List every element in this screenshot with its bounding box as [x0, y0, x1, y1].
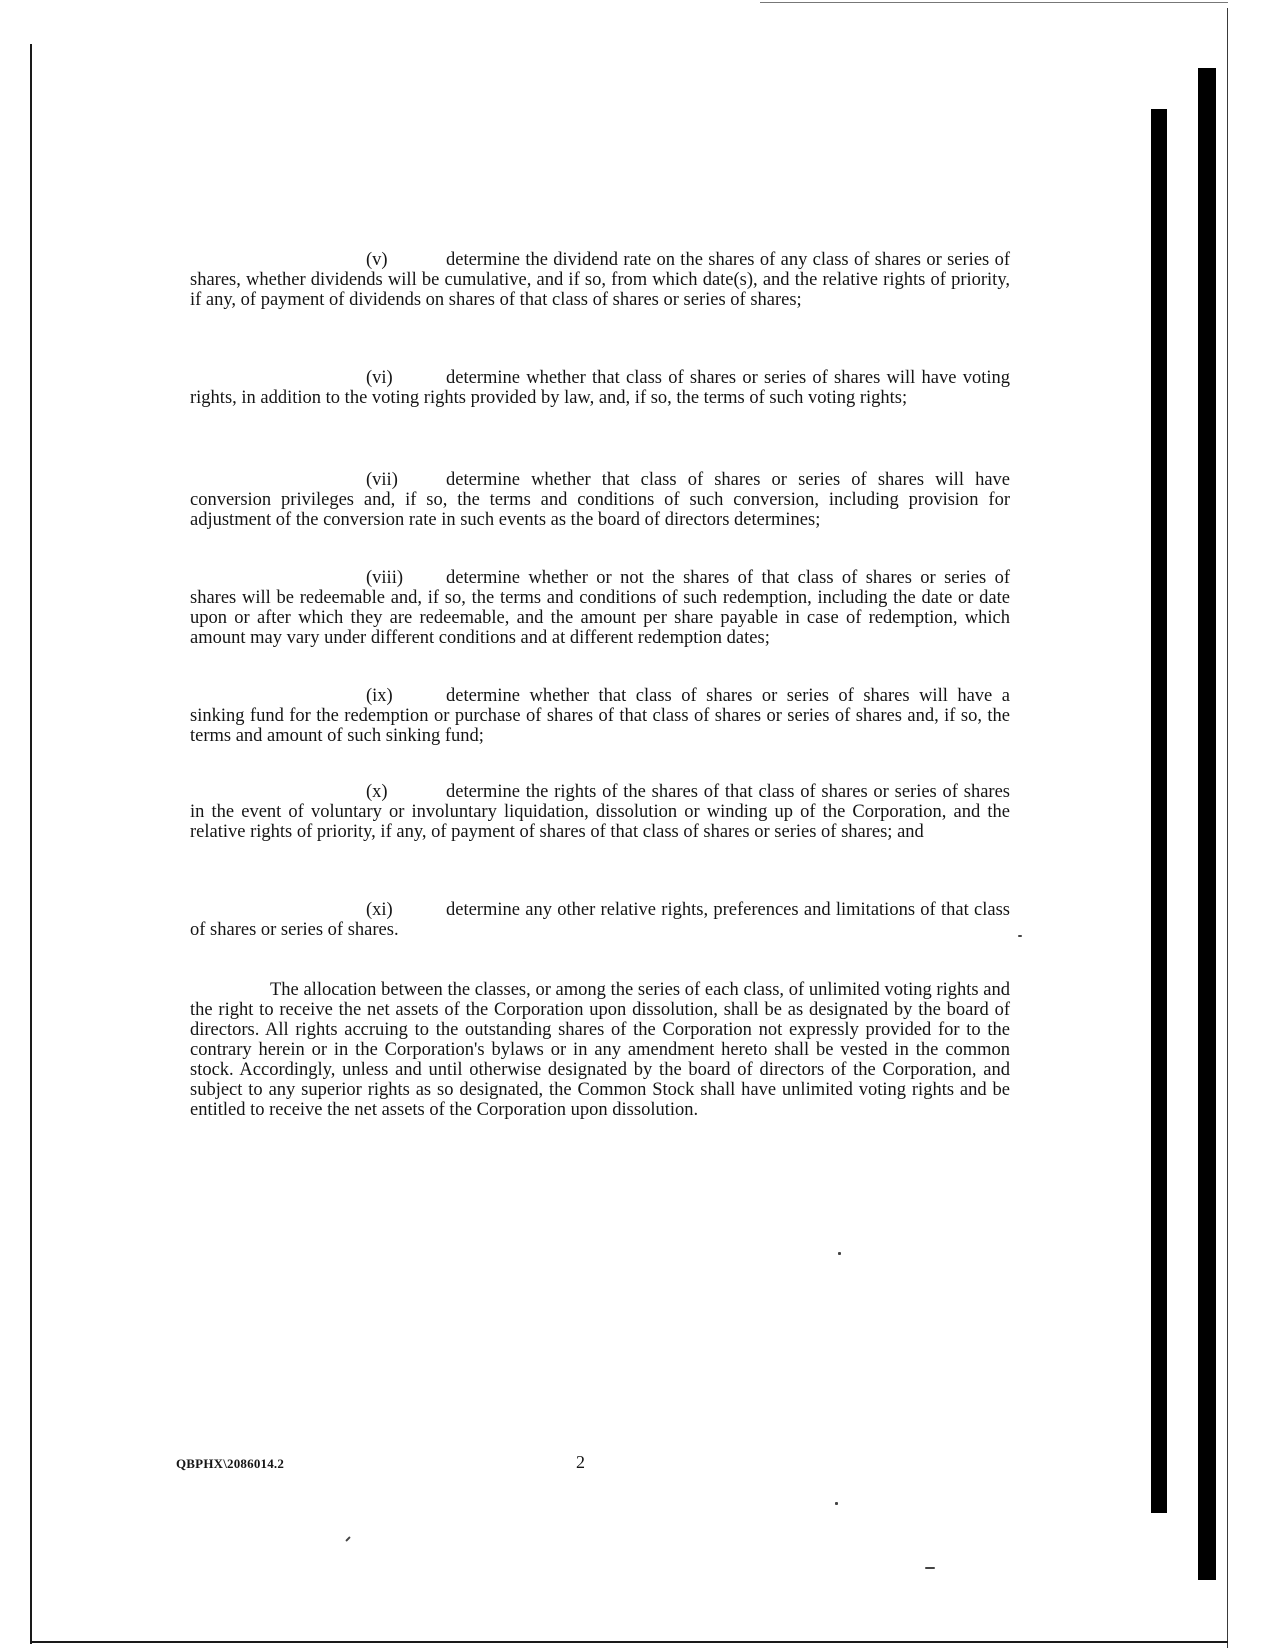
paragraph-first-line: determine whether that class of shares or series of shares will have [446, 470, 1010, 490]
scan-speck [925, 1567, 935, 1569]
item-number: (xi) [366, 900, 393, 920]
item-number: (ix) [366, 686, 393, 706]
document-id: QBPHX\2086014.2 [176, 1456, 285, 1471]
paragraph-continuation: shares in the event of voluntary or involuntary liquidation, dissolution or winding up of the Corporation, and the relative rights of priority, if any, of payment of shares of that class of shares or series of shares; and [190, 782, 1010, 842]
allocation-paragraph [190, 980, 1010, 1120]
scan-speck [1018, 935, 1022, 937]
paragraph-first-line: determine whether or not the shares of that class of shares or series [446, 568, 987, 588]
paragraph-v [190, 250, 1010, 310]
paragraph-viii [190, 568, 1010, 648]
item-number: (x) [366, 782, 388, 802]
paragraph-ix [190, 686, 1010, 746]
item-number: (vii) [366, 470, 398, 490]
scan-speck [345, 1536, 351, 1542]
paragraph-first-line: determine the dividend rate on the shares of any class of shares or [446, 250, 942, 270]
scan-speck [838, 1252, 841, 1255]
paragraph-first-line: determine whether that class of shares or series of shares will have [446, 368, 957, 388]
scan-speck [835, 1502, 838, 1505]
paragraph-first-line: determine whether that class of shares or series of shares will have [446, 686, 993, 706]
scan-edge-left [30, 44, 32, 1644]
item-number: (vi) [366, 368, 393, 388]
paragraph-continuation: of shares will be redeemable and, if so, the terms and conditions of such redemption, including the date or date upon or after which they are redeemable, and the amount per share payable in case of redemption, which amount may vary under different conditions and at different redemption dates; [190, 568, 1011, 648]
scan-edge-right [1227, 8, 1228, 1648]
allocation-paragraph-text: The allocation between the classes, or among the series of each class, of unlimited voting rights and the right to receive the net assets of the Corporation upon dissolution, shall be as designated by the board of directors. All rights accruing to the outstanding shares of the Corporation not expressly provided for to the contrary herein or in the Corporation's bylaws or in any amendment hereto shall be vested in the common stock. Accordingly, unless and until otherwise designated by the board of directors of the Corporation, and subject to any superior rights as so designated, the Common Stock shall have unlimited voting rights and be entitled to receive the net assets of the Corporation upon dissolution. [190, 980, 1010, 1120]
paragraph-vii [190, 470, 1010, 530]
paragraph-continuation: conversion privileges and, if so, the terms and conditions of such conversion, including provision for adjustment of the conversion rate in such events as the board of directors determines; [190, 490, 1010, 530]
paragraph-continuation: a sinking fund for the redemption or purchase of shares of that class of shares or series of shares and, if so, the terms and amount of such sinking fund; [190, 686, 1010, 746]
paragraph-x [190, 782, 1010, 842]
paragraph-continuation: series of shares, whether dividends will be cumulative, and if so, from which date(s), and the relative rights of priority, if any, of payment of dividends on shares of that class of shares or series of shares; [190, 250, 1010, 310]
item-number: (viii) [366, 568, 403, 588]
paragraph-vi [190, 368, 1010, 408]
scan-edge-top [760, 2, 1228, 3]
scan-edge-bottom [30, 1641, 1228, 1643]
scan-black-bar-outer [1198, 68, 1216, 1580]
paragraph-continuation: voting rights, in addition to the voting rights provided by law, and, if so, the terms of such voting rights; [190, 368, 1010, 408]
scan-black-bar-inner [1151, 109, 1167, 1513]
paragraph-first-line: determine the rights of the shares of that class of shares or series of [446, 782, 958, 802]
paragraph-continuation: that class of shares or series of shares. [190, 900, 1011, 940]
paragraph-first-line: determine any other relative rights, preferences and limitations of [446, 900, 936, 920]
paragraph-xi [190, 900, 1010, 940]
page-number: 2 [576, 1452, 585, 1472]
item-number: (v) [366, 250, 388, 270]
